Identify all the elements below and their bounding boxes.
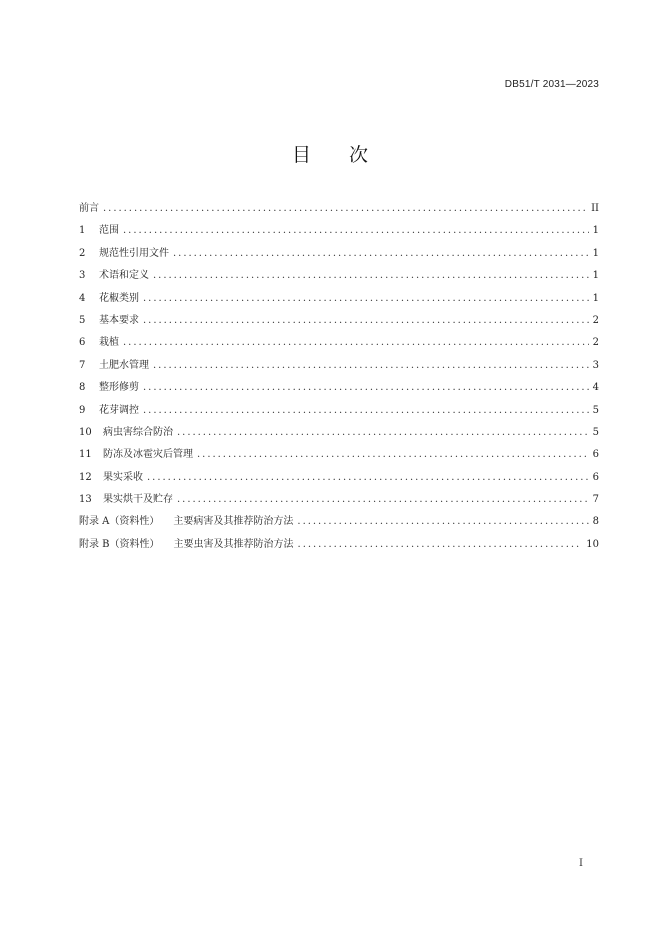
toc-leader-dots: [123, 223, 589, 239]
toc-entry-number: 9: [79, 404, 86, 416]
toc-entry-title: 规范性引用文件: [99, 247, 169, 259]
toc-entry-page: 5: [592, 426, 599, 438]
toc-entry-title: 防冻及冰雹灾后管理: [103, 449, 193, 461]
toc-entry-page: 4: [592, 382, 599, 394]
toc-entry-page: 1: [592, 247, 599, 259]
toc-entry[interactable]: [79, 313, 599, 335]
toc-entry-title: 果实烘干及贮存: [103, 494, 173, 506]
document-code: DB51/T 2031—2023: [504, 79, 599, 90]
toc-leader-dots: [153, 268, 589, 284]
toc-leader-dots: [153, 358, 589, 374]
toc-entry[interactable]: [79, 447, 599, 469]
toc-entry-number: 4: [79, 292, 86, 304]
toc-entry[interactable]: [79, 403, 599, 425]
toc-entry-number: 3: [79, 270, 86, 282]
toc-entry[interactable]: [79, 335, 599, 357]
toc-entry-page: 10: [586, 538, 599, 550]
toc-leader-dots: [143, 380, 589, 396]
toc-entry-number: 5: [79, 314, 86, 326]
toc-entry-page: 2: [592, 314, 599, 326]
toc-entry[interactable]: [79, 246, 599, 268]
toc-leader-dots: [143, 291, 589, 307]
toc-leader-dots: [143, 403, 589, 419]
toc-entry-number: 13: [79, 494, 92, 506]
toc-entry-number: 10: [79, 426, 92, 438]
toc-leader-dots: [197, 447, 589, 463]
toc-entry-number: 2: [79, 247, 86, 259]
toc-entry-number: 11: [79, 449, 92, 461]
toc-entry-page: 1: [592, 292, 599, 304]
toc-entry[interactable]: [79, 291, 599, 313]
appendix-prefix: 附录 B（资料性）: [79, 538, 160, 550]
toc-entry[interactable]: [79, 223, 599, 245]
toc-leader-dots: [147, 470, 589, 486]
toc-entry-page: 1: [592, 270, 599, 282]
toc-leader-dots: [298, 537, 583, 553]
toc-leader-dots: [123, 335, 589, 351]
toc-leader-dots: [143, 313, 589, 329]
appendix-title: 主要病害及其推荐防治方法: [173, 516, 294, 528]
appendix-prefix: 附录 A（资料性）: [79, 516, 160, 528]
toc-leader-dots: [103, 201, 587, 217]
toc-entry-title: 范围: [99, 225, 119, 237]
toc-entry-page: 2: [592, 337, 599, 349]
toc-leader-dots: [297, 514, 588, 530]
toc-entry-number: 8: [79, 382, 86, 394]
toc-entry[interactable]: [79, 425, 599, 447]
page-title: [0, 140, 662, 167]
toc-leader-dots: [177, 492, 589, 508]
toc-entry-page: 5: [592, 404, 599, 416]
toc-entry-page: 8: [592, 516, 599, 528]
toc-entry-page: II: [591, 203, 599, 214]
toc-entry-title: 栽植: [99, 337, 119, 349]
page-title-part-2: 次: [349, 144, 371, 166]
toc-entry-number: 1: [79, 225, 86, 237]
toc-appendix-b[interactable]: [79, 537, 599, 559]
toc-entry-title: 土肥水管理: [99, 359, 149, 371]
toc-entry-foreword[interactable]: [79, 201, 599, 223]
toc-entry-number: 12: [79, 471, 92, 483]
toc-entry-page: 3: [592, 359, 599, 371]
toc-entry-number: 6: [79, 337, 86, 349]
appendix-title: 主要虫害及其推荐防治方法: [173, 538, 294, 550]
toc-entry-page: 6: [592, 471, 599, 483]
toc-entry-title: 前言: [79, 203, 99, 214]
toc-entry[interactable]: [79, 492, 599, 514]
toc-entry-title: 病虫害综合防治: [103, 426, 173, 438]
toc-entry-title: 基本要求: [99, 314, 139, 326]
toc-entry[interactable]: [79, 470, 599, 492]
page-number: I: [579, 858, 583, 869]
toc-leader-dots: [177, 425, 589, 441]
toc-entry-page: 6: [592, 449, 599, 461]
toc-entry-title: 花芽调控: [99, 404, 139, 416]
toc-entry-title: 整形修剪: [99, 382, 139, 394]
table-of-contents: [79, 201, 599, 559]
toc-entry-number: 7: [79, 359, 86, 371]
toc-appendix-a[interactable]: [79, 514, 599, 536]
toc-entry[interactable]: [79, 358, 599, 380]
toc-entry[interactable]: [79, 268, 599, 290]
toc-entry-page: 1: [592, 225, 599, 237]
page-title-part-1: 目: [291, 144, 313, 166]
toc-leader-dots: [173, 246, 589, 262]
toc-entry-page: 7: [592, 494, 599, 506]
toc-entry-title: 术语和定义: [99, 270, 149, 282]
toc-entry-title: 果实采收: [103, 471, 143, 483]
toc-entry-title: 花椒类别: [99, 292, 139, 304]
toc-entry[interactable]: [79, 380, 599, 402]
